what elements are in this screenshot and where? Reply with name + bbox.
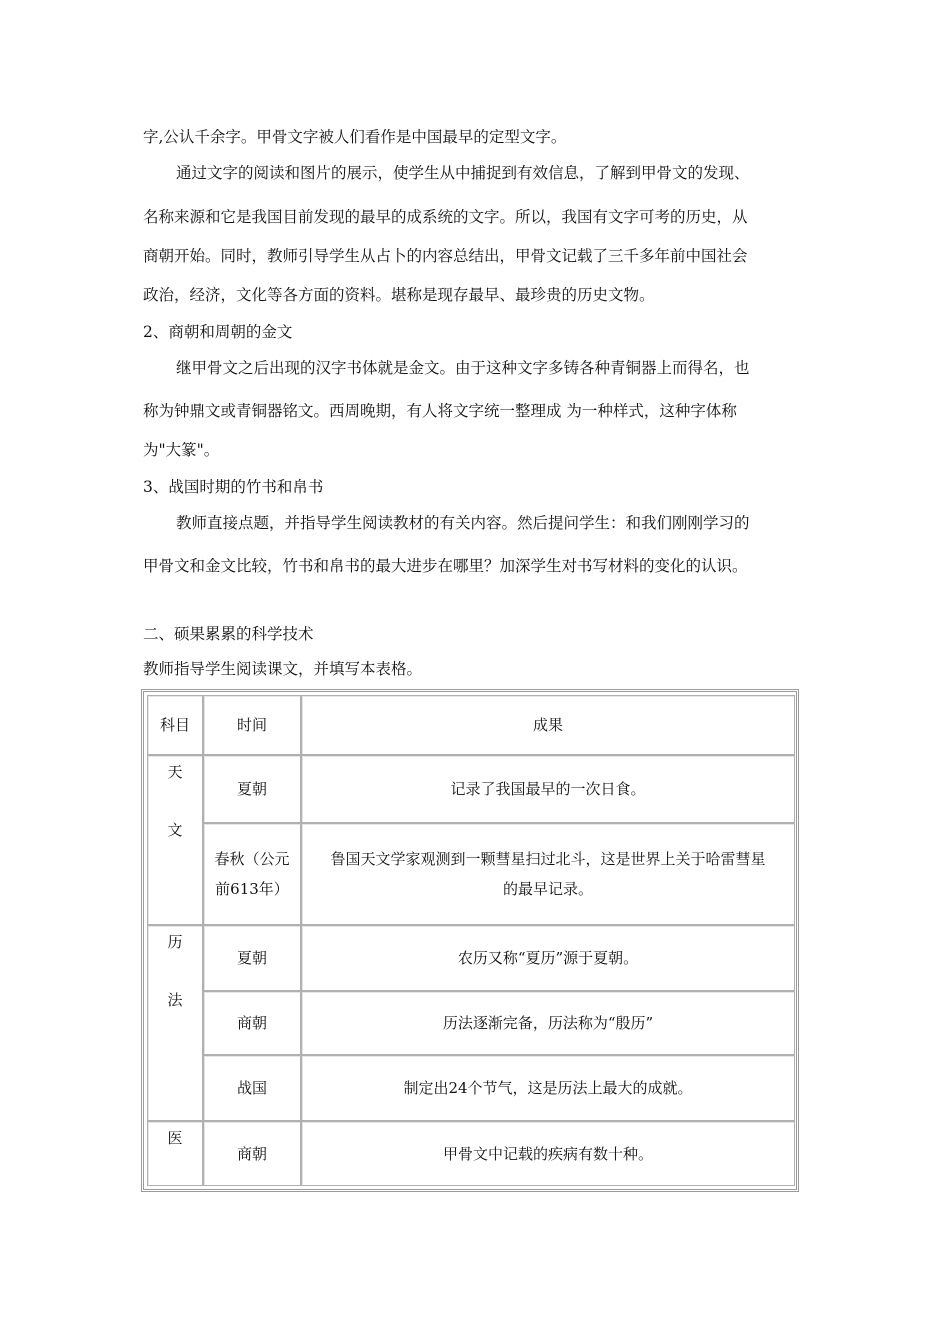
time-cell: 商朝	[203, 1121, 301, 1186]
result-cell: 历法逐渐完备，历法称为“殷历”	[301, 991, 795, 1055]
paragraph-line: 教师直接点题，并指导学生阅读教材的有关内容。然后提问学生：和我们刚刚学习的	[176, 514, 750, 532]
time-line: 春秋（公元	[214, 850, 290, 868]
paragraph-line: 为"大篆"。	[143, 441, 220, 459]
section-heading: 二、硕果累累的科学技术	[143, 625, 314, 643]
time-cell: 夏朝	[203, 755, 301, 823]
paragraph-line: 称为钟鼎文或青铜器铭文。西周晚期，有人将文字统一整理成 为一种样式，这种字体称	[143, 402, 737, 420]
time-line: 前613年）	[215, 880, 289, 898]
science-table	[141, 689, 799, 1192]
subject-medicine	[147, 1121, 203, 1186]
header-result: 成果	[301, 695, 795, 755]
paragraph-line: 政治，经济，文化等各方面的资料。堪称是现存最早、最珍贵的历史文物。	[143, 286, 655, 304]
paragraph-line: 甲骨文和金文比较，竹书和帛书的最大进步在哪里？加深学生对书写材料的变化的认识。	[143, 557, 748, 575]
header-time: 时间	[203, 695, 301, 755]
header-subject: 科目	[147, 695, 203, 755]
result-cell: 记录了我国最早的一次日食。	[301, 755, 795, 823]
subject-char: 历	[167, 933, 183, 951]
subheading: 3、战国时期的竹书和帛书	[143, 478, 324, 496]
subject-calendar	[147, 925, 203, 1121]
result-cell: 农历又称“夏历”源于夏朝。	[301, 925, 795, 991]
result-line: 的最早记录。	[502, 880, 593, 898]
result-cell: 制定出24个节气，这是历法上最大的成就。	[301, 1055, 795, 1121]
result-cell: 甲骨文中记载的疾病有数十种。	[301, 1121, 795, 1186]
subject-char: 文	[167, 821, 183, 839]
paragraph-line: 继甲骨文之后出现的汉字书体就是金文。由于这种文字多铸各种青铜器上而得名，也	[176, 359, 750, 377]
subject-astronomy	[147, 755, 203, 925]
time-cell: 夏朝	[203, 925, 301, 991]
time-cell: 战国	[203, 1055, 301, 1121]
paragraph-line: 名称来源和它是我国目前发现的最早的成系统的文字。所以，我国有文字可考的历史，从	[143, 208, 748, 226]
paragraph-line: 商朝开始。同时，教师引导学生从占卜的内容总结出，甲骨文记载了三千多年前中国社会	[143, 247, 748, 265]
subject-char: 天	[167, 763, 183, 781]
result-line: 鲁国天文学家观测到一颗彗星扫过北斗，这是世界上关于哈雷彗星	[330, 850, 766, 868]
paragraph-line: 字,公认千余字。甲骨文字被人们看作是中国最早的定型文字。	[143, 128, 567, 146]
result-cell	[301, 823, 795, 925]
paragraph-line: 通过文字的阅读和图片的展示，使学生从中捕捉到有效信息，了解到甲骨文的发现、	[176, 164, 750, 182]
time-cell	[203, 823, 301, 925]
subheading: 2、商朝和周朝的金文	[143, 323, 293, 341]
time-cell: 商朝	[203, 991, 301, 1055]
subject-char: 医	[167, 1129, 183, 1147]
paragraph-line: 教师指导学生阅读课文，并填写本表格。	[143, 660, 423, 678]
subject-char: 法	[167, 991, 183, 1009]
